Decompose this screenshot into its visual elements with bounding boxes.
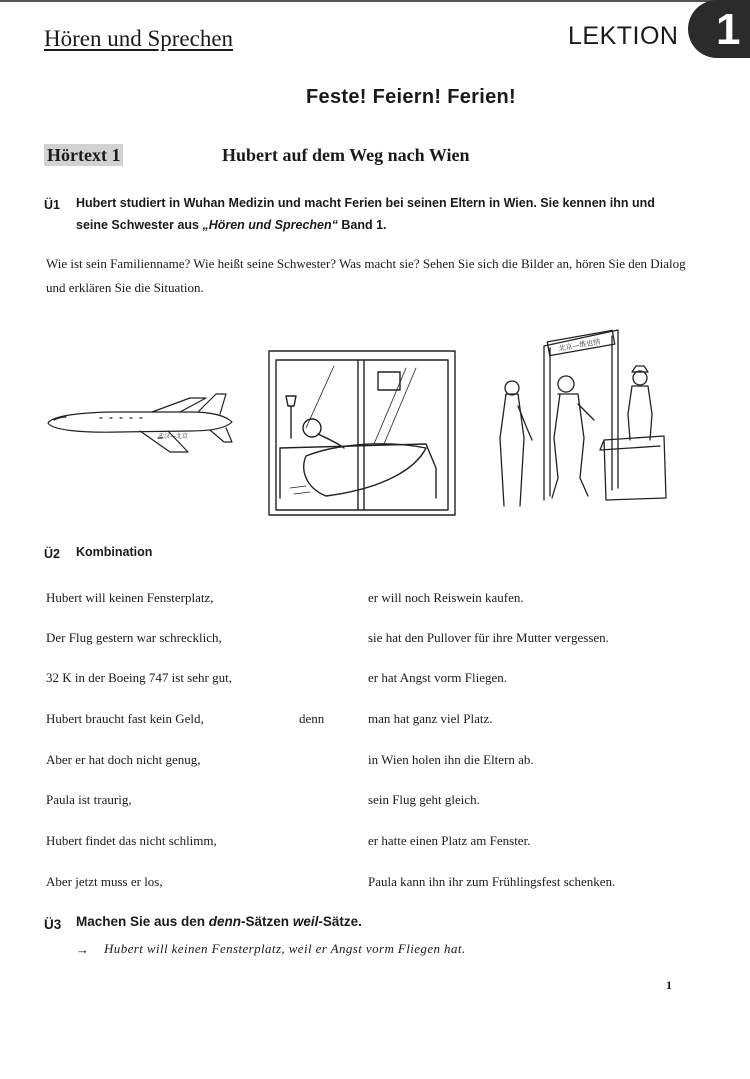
blanket [304, 444, 426, 496]
u1-instruction [76, 192, 686, 236]
plane-sign: 武汉—北京 [158, 433, 189, 440]
u3-number: Ü3 [44, 917, 62, 932]
u3-title-weil: weil [292, 914, 319, 929]
u1-instruction-part2: Band 1. [337, 218, 387, 232]
u2-right-2: sie hat den Pullover für ihre Mutter vergessen. [368, 630, 609, 645]
example-arrow-icon: → [76, 942, 89, 957]
u2-connector: denn [299, 711, 325, 726]
u1-instruction-part1: Hubert studiert in Wuhan Medizin und macht Ferien bei seinen Eltern in Wien. Sie kennen ihn und seine Schwester aus [76, 196, 655, 232]
u1-body: Wie ist sein Familienname? Wie heißt seine Schwester? Was macht sie? Sehen Sie sich die Bilder an, hören Sie den Dialog und erklären Sie die Situation. [46, 256, 686, 295]
airplane-illustration [40, 390, 240, 470]
window-frame-inner [276, 360, 448, 510]
traveler-head [558, 376, 574, 392]
plane-tailplane [210, 428, 232, 442]
u3-title-part3: -Sätze. [318, 914, 362, 929]
lamp [286, 396, 296, 438]
window-illustration [266, 348, 458, 518]
woman-head [505, 381, 519, 395]
gate-illustration [488, 328, 668, 516]
u2-left-7: Hubert findet das nicht schlimm, [46, 833, 217, 848]
u2-right-4: man hat ganz viel Platz. [368, 711, 493, 726]
u3-title-part1: Machen Sie aus den [76, 914, 209, 929]
top-rule [0, 0, 750, 2]
window-frame-outer [269, 351, 455, 515]
plane-fuselage [48, 412, 232, 432]
page-number: 1 [666, 978, 672, 992]
u2-left-6: Paula ist traurig, [46, 792, 132, 807]
u2-left-8: Aber jetzt muss er los, [46, 874, 163, 889]
lektion-number: 1 [716, 5, 741, 54]
main-title: Feste! Feiern! Ferien! [306, 86, 516, 108]
officer-head [633, 371, 647, 385]
hoertext-title: Hubert auf dem Weg nach Wien [222, 145, 470, 165]
lektion-label: LEKTION [568, 22, 679, 50]
u3-title-denn: denn [208, 914, 242, 929]
u3-title-part2: -Sätzen [241, 914, 293, 929]
traveler-body [552, 394, 588, 498]
u2-left-3: 32 K in der Boeing 747 ist sehr gut, [46, 670, 232, 685]
u2-right-8: Paula kann ihn ihr zum Frühlingsfest schenken. [368, 874, 616, 889]
u2-right-5: in Wien holen ihn die Eltern ab. [368, 752, 534, 767]
counter [600, 436, 666, 500]
u1-instruction-book: „Hören und Sprechen“ [202, 218, 338, 232]
u2-left-1: Hubert will keinen Fensterplatz, [46, 590, 214, 605]
u3-example: Hubert will keinen Fensterplatz, weil er Angst vorm Fliegen hat. [104, 941, 466, 956]
u2-number: Ü2 [44, 547, 60, 561]
u1-number: Ü1 [44, 198, 60, 212]
plane-tail [198, 394, 226, 414]
u3-title [76, 911, 362, 933]
section-title: Hören und Sprechen [44, 26, 234, 51]
u2-left-2: Der Flug gestern war schrecklich, [46, 630, 222, 645]
u2-right-1: er will noch Reiswein kaufen. [368, 590, 524, 605]
u2-right-6: sein Flug geht gleich. [368, 792, 480, 807]
u2-left-4: Hubert braucht fast kein Geld, [46, 711, 204, 726]
plane-wing-top [152, 398, 206, 412]
u2-title: Kombination [76, 545, 153, 559]
u2-right-3: er hat Angst vorm Fliegen. [368, 670, 508, 685]
u2-right-7: er hatte einen Platz am Fenster. [368, 833, 531, 848]
hoertext-label: Hörtext 1 [44, 144, 123, 166]
gate-sign: 北京—维也纳 [558, 337, 601, 353]
u2-left-5: Aber er hat doch nicht genug, [46, 752, 201, 767]
officer-body [628, 386, 652, 440]
